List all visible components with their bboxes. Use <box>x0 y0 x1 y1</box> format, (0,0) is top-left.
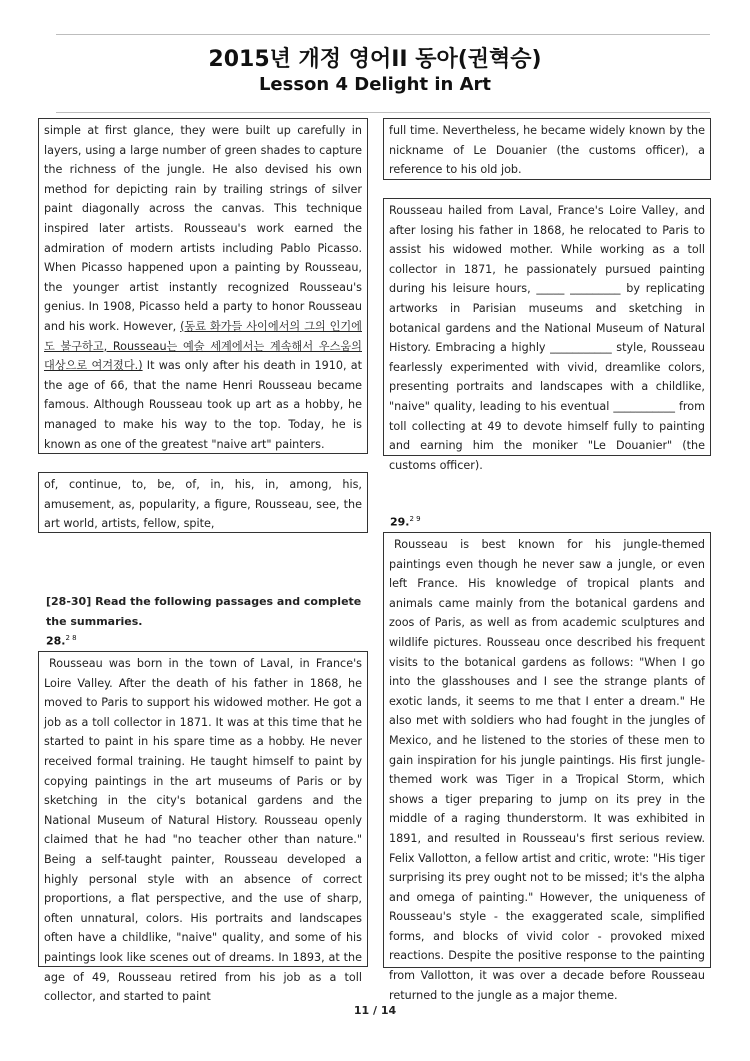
question-28-passage-box <box>38 651 368 1004</box>
summary-28-text: Rousseau hailed from Laval, France's Loire Valley, and after losing his father in 1868, he relocated to Paris to assist his widowed mother. While working as a toll collector in 1871, he passionately pursued painting during his leisure hours, _____ _________ by replicating artworks in Parisian museums and sketching in botanical gardens and the National Museum of Natural History. Embracing a highly ___________ style, Rousseau fearlessly experimented with vivid, dreamlike colors, presenting portraits and landscapes with a childlike, "naive" quality, leading to his eventual ___________ from toll collecting at 49 to devote himself fully to painting and earning him the moniker "Le Douanier" (the customs officer). <box>389 204 705 472</box>
lesson-subtitle: Lesson 4 Delight in Art <box>258 74 492 95</box>
question-29-passage-box <box>383 532 711 1002</box>
document-title: 2015년 개정 영어II 동아(권혁승) <box>208 47 542 72</box>
passage-continuation-text <box>44 121 362 454</box>
question-28-continuation-text: full time. Nevertheless, he became widely known by the nickname of Le Douanier (the customs officer), a reference to his old job. <box>389 124 705 177</box>
page-number: 11 / 14 <box>353 1004 397 1017</box>
passage-text-before: simple at first glance, they were built up carefully in layers, using a large number of green shades to capture the richness of the jungle. He also devised his own method for depicting rain by trailing strings of silver paint diagonally across the canvas. This technique inspired later artists. Rousseau's work earned the admiration of modern artists including Pablo Picasso. When Picasso happened upon a painting by Rousseau, the younger artist instantly recognized Rousseau's genius. In 1908, Picasso held a party to honor Rousseau and his work. However, <box>44 124 362 333</box>
question-28-sup: 2 8 <box>65 634 77 642</box>
question-28-passage-text: Rousseau was born in the town of Laval, in France's Loire Valley. After the death of his father in 1868, he moved to Paris to support his widowed mother. He got a job as a toll collector in 1871. It was at this time that he started to paint in his spare time as a hobby. He never received formal training. He taught himself to paint by copying paintings in the art museums of Paris or by sketching in the city's botanical gardens and the National Museum of Natural History. Rousseau openly claimed that he had "no teacher other than nature." Being a self-taught painter, Rousseau developed a highly personal style with an absence of correct proportions, a flat perspective, and the use of sharp, often unnatural, colors. His portraits and landscapes often have a childlike, "naive" quality, and some of his paintings look like scenes out of dreams. In 1893, at the age of 49, Rousseau retired from his job as a toll collector, and started to paint <box>44 657 362 1004</box>
passage-text-after: It was only after his death in 1910, at the age of 66, that the name Henri Rousseau became famous. Although Rousseau took up art as a hobby, he managed to make his way to the top. Today, he is known as one of the greatest "naive art" painters. <box>44 359 362 451</box>
passage-continuation-box <box>38 118 368 454</box>
korean-translation-prompt: (동료 화가들 사이에서의 그의 인기에도 불구하고, Rousseau는 예술 세계에서는 계속해서 우스움의 대상으로 여겨졌다.) <box>44 319 362 373</box>
question-29-passage-text: Rousseau is best known for his jungle-themed paintings even though he never saw a jungle, or even left France. His knowledge of tropical plants and animals came mainly from the botanical gardens and zoos of Paris, as well as from academic sculptures and wildlife pictures. Rousseau once described his frequent visits to the botanical gardens as follows: "When I go into the glasshouses and I see the strange plants of exotic lands, it seems to me that I enter a dream." He also met with soldiers who had fought in the jungles of Mexico, and he listened to the stories of these men to gain inspiration for his jungle paintings. His first jungle-themed work was Tiger in a Tropical Storm, which shows a tiger preparing to jump on its prey in the middle of a raging thunderstorm. It was exhibited in 1891, and resulted in Rousseau's first serious review. Felix Vallotton, a fellow artist and critic, wrote: "His tiger surprising its prey ought not to be missed; it's the alpha and omega of painting." However, the uniqueness of Rousseau's style - the exaggerated scale, simplified forms, and blocks of vivid color - provoked mixed reactions. Despite the positive response to the painting from Vallotton, it was over a decade before Rousseau returned to the jungle as a major theme. <box>389 538 705 1002</box>
question-28-number: 28. <box>46 634 66 648</box>
question-29-number: 29. <box>390 515 410 529</box>
summary-28-box <box>383 198 711 472</box>
section-instructions: [28-30] Read the following passages and complete the summaries. <box>46 595 362 628</box>
question-28-label <box>46 634 77 648</box>
header-bottom-rule <box>56 112 710 113</box>
question-29-sup: 2 9 <box>409 515 421 523</box>
question-28-continuation-box <box>383 118 711 180</box>
word-bank-text: of, continue, to, be, of, in, his, in, among, his, amusement, as, popularity, a figure, Rousseau, see, the art world, artists, fellow, spite, <box>44 478 362 531</box>
header-top-rule <box>56 34 710 35</box>
word-bank-box <box>38 472 368 533</box>
question-29-label <box>390 515 421 529</box>
